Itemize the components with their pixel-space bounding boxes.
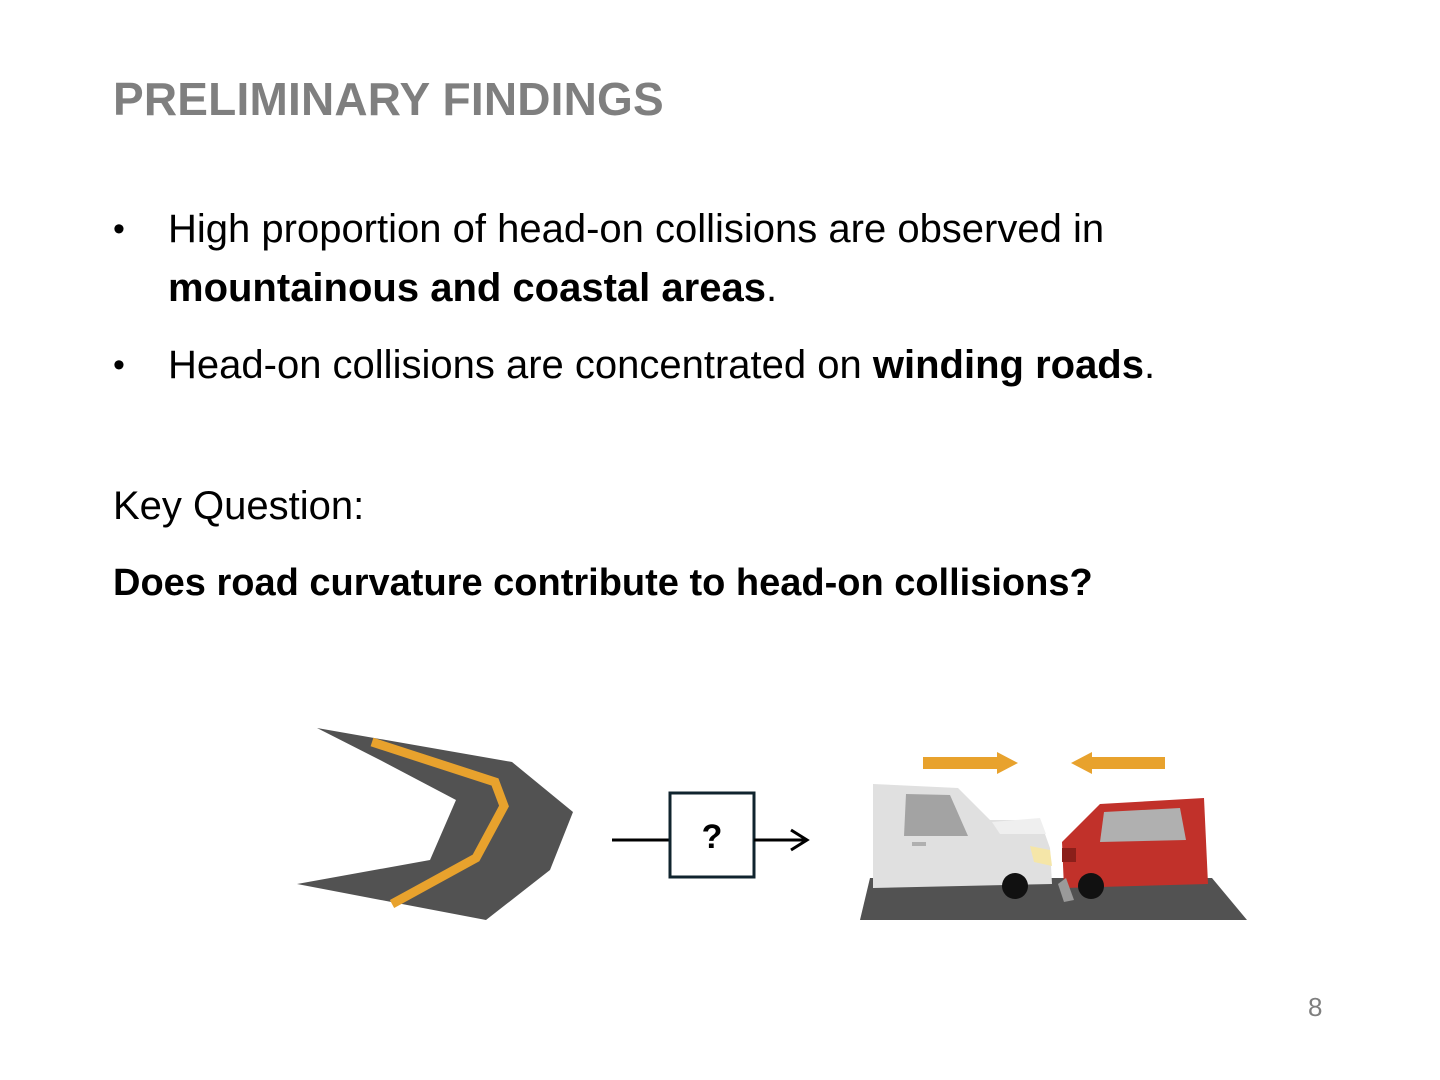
slide-title: PRELIMINARY FINDINGS	[113, 73, 664, 125]
red-car	[1062, 798, 1208, 899]
white-car	[873, 784, 1052, 899]
bullet-text-end: .	[1144, 343, 1156, 387]
bullet-marker: •	[113, 210, 125, 248]
bullet-emphasis: mountainous and coastal areas	[168, 266, 766, 310]
key-question-label: Key Question:	[113, 484, 365, 528]
direction-arrow-right-icon	[923, 752, 1018, 774]
head-on-collision-icon	[860, 752, 1247, 920]
bullet-text: Head-on collisions are concentrated on	[168, 343, 873, 387]
page-number: 8	[1308, 992, 1323, 1022]
direction-arrow-left-icon	[1071, 752, 1165, 774]
key-question: Does road curvature contribute to head-on collisions?	[113, 562, 1093, 604]
flow-arrow-out	[754, 830, 807, 850]
bullet-marker: •	[113, 346, 125, 384]
question-mark: ?	[701, 818, 723, 856]
winding-road-icon	[297, 728, 573, 920]
bullet-emphasis: winding roads	[872, 343, 1144, 387]
question-box	[670, 793, 754, 877]
bullet-text: High proportion of head-on collisions are observed in	[168, 207, 1105, 251]
bullet-text-end: .	[765, 266, 778, 310]
